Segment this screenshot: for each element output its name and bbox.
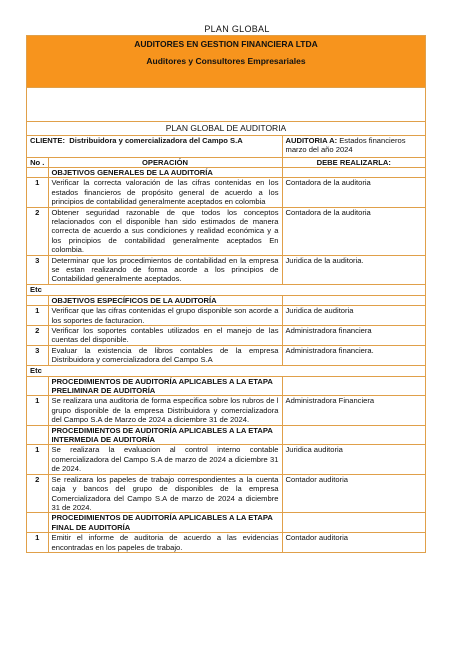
table-row — [27, 533, 425, 552]
table-row — [27, 207, 425, 255]
section-title-row — [27, 295, 425, 305]
table-row — [27, 306, 425, 326]
row-number: 2 — [27, 474, 48, 513]
audit-label: AUDITORIA A: — [285, 136, 338, 145]
table-row — [27, 255, 425, 284]
table-row — [27, 178, 425, 207]
operation-text: Emitir el informe de auditoria de acuerdo a las evidencias encontradas en los papeles de trabajo. — [48, 533, 282, 552]
operation-text: Obtener seguridad razonable de que todos los conceptos relacionados con el disponible han sido estimados de manera correcta de acuerdo a sus condiciones y realidad económica y a los principios de contabilidad generalmente aceptados En colombia. — [48, 207, 282, 255]
client-value: Distribuidora y comercializadora del Campo S.A — [69, 136, 243, 145]
section-title: PROCEDIMIENTOS DE AUDITORÍA APLICABLES A LA ETAPA PRELIMINAR DE AUDITORÍA — [48, 376, 282, 396]
row-number: 3 — [27, 255, 48, 284]
section-title: OBJETIVOS ESPECÍFICOS DE LA AUDITORÍA — [48, 295, 282, 305]
client-label: CLIENTE: — [30, 136, 66, 145]
section-spacer-cell — [27, 513, 48, 533]
responsible-text: Contadora de la auditoria — [282, 207, 425, 255]
table-row — [27, 326, 425, 346]
section-title-row — [27, 513, 425, 533]
section-title: PROCEDIMIENTOS DE AUDITORÍA APLICABLES A LA ETAPA INTERMEDIA DE AUDITORÍA — [48, 425, 282, 445]
company-header-band — [27, 36, 425, 88]
section-spacer-cell — [27, 167, 48, 177]
table-row — [27, 474, 425, 513]
table-row — [27, 345, 425, 365]
section-empty-cell — [282, 513, 425, 533]
responsible-text: Administradora financiera — [282, 326, 425, 346]
responsible-text: Contador auditoria — [282, 474, 425, 513]
client-cell — [27, 136, 282, 157]
operation-text: Se realizara la evaluacion al control interno contable comercializadora del Campo S.A de marzo de 2024 a diciembre 31 de 2024. — [48, 445, 282, 474]
section-title-row — [27, 376, 425, 396]
row-number: 3 — [27, 345, 48, 365]
section-empty-cell — [282, 295, 425, 305]
responsible-text: Juridica de la auditoria. — [282, 255, 425, 284]
section-title-row — [27, 425, 425, 445]
section-spacer-cell — [27, 376, 48, 396]
section-title: PROCEDIMIENTOS DE AUDITORÍA APLICABLES A LA ETAPA FINAL DE AUDITORÍA — [48, 513, 282, 533]
section-empty-cell — [282, 167, 425, 177]
row-number: 2 — [27, 207, 48, 255]
column-header-row — [27, 157, 425, 167]
responsible-text: Administradora Financiera — [282, 396, 425, 425]
row-number: 1 — [27, 396, 48, 425]
responsible-text: Administradora financiera. — [282, 345, 425, 365]
col-no-header: No . — [27, 157, 48, 167]
responsible-text: Contadora de la auditoria — [282, 178, 425, 207]
company-name: AUDITORES EN GESTION FINANCIERA LTDA — [134, 39, 318, 49]
audit-scope-cell — [282, 136, 425, 157]
section-empty-cell — [282, 376, 425, 396]
section-spacer-cell — [27, 425, 48, 445]
audit-plan-document — [26, 35, 426, 553]
page-title: PLAN GLOBAL — [204, 24, 270, 34]
row-number: 1 — [27, 445, 48, 474]
etc-row — [27, 284, 425, 295]
section-empty-cell — [282, 425, 425, 445]
responsible-text: Contador auditoria — [282, 533, 425, 552]
etc-label: Etc — [27, 365, 425, 376]
section-title: OBJETIVOS GENERALES DE LA AUDITORÍA — [48, 167, 282, 177]
company-subtitle: Auditores y Consultores Empresariales — [146, 56, 306, 66]
audit-value: Estados financieros marzo del año 2024 — [285, 136, 406, 155]
operation-text: Se realizara los papeles de trabajo correspondientes a la cuenta caja y bancos del grupo de disponibles de la empresa Comercializadora del Campo S.A de marzo de 2024 a diciembre 31 de 2024. — [48, 474, 282, 513]
etc-row — [27, 365, 425, 376]
col-operation-header: OPERACIÓN — [48, 157, 282, 167]
responsible-text: Juridica auditoria — [282, 445, 425, 474]
blank-row — [27, 88, 425, 122]
table-row — [27, 445, 425, 474]
row-number: 1 — [27, 533, 48, 552]
operation-text: Verificar los soportes contables utilizados en el manejo de las cuentas del disponible. — [48, 326, 282, 346]
responsible-text: Juridica de auditoria — [282, 306, 425, 326]
operation-text: Evaluar la existencia de libros contables de la empresa Distribuidora y comercializadora del Campo S.A — [48, 345, 282, 365]
audit-plan-table — [27, 136, 425, 552]
col-responsible-header: DEBE REALIZARLA: — [282, 157, 425, 167]
section-spacer-cell — [27, 295, 48, 305]
operation-text: Verificar la correcta valoración de las cifras contenidas en los estados financieros de propósito general de acuerdo a los principios de contabilidad generalmente aceptados en colombia — [48, 178, 282, 207]
row-number: 1 — [27, 306, 48, 326]
row-number: 2 — [27, 326, 48, 346]
table-row — [27, 396, 425, 425]
etc-label: Etc — [27, 284, 425, 295]
plan-title: PLAN GLOBAL DE AUDITORIA — [27, 122, 425, 136]
section-title-row — [27, 167, 425, 177]
client-row — [27, 136, 425, 157]
row-number: 1 — [27, 178, 48, 207]
operation-text: Determinar que los procedimientos de contabilidad en la empresa se estan realizando de forma acorde a los principios de Contabilidad generalmente aceptados. — [48, 255, 282, 284]
operation-text: Verificar que las cifras contenidas el grupo disponible son acorde a los soportes de facturacion. — [48, 306, 282, 326]
operation-text: Se realizara una auditoria de forma especifica sobre los rubros de l grupo disponible de la empresa Distribuidora y comercializadora del Campo S.A de Marzo de 2024 a diciembre 31 de 2024. — [48, 396, 282, 425]
